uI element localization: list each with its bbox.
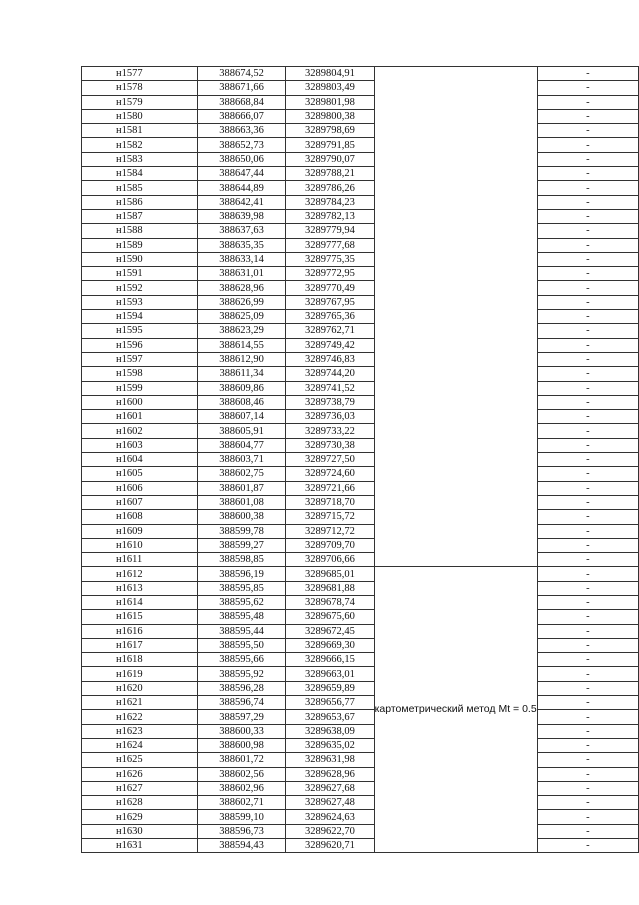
dash-cell: - xyxy=(537,610,638,624)
y-coordinate-cell: 3289622,70 xyxy=(286,824,374,838)
x-coordinate-cell: 388595,62 xyxy=(197,595,285,609)
dash-cell: - xyxy=(537,424,638,438)
y-coordinate-cell: 3289624,63 xyxy=(286,810,374,824)
x-coordinate-cell: 388625,09 xyxy=(197,310,285,324)
y-coordinate-cell: 3289718,70 xyxy=(286,495,374,509)
y-coordinate-cell: 3289656,77 xyxy=(286,696,374,710)
table-row xyxy=(82,610,639,624)
y-coordinate-cell: 3289672,45 xyxy=(286,624,374,638)
point-id-cell: н1618 xyxy=(82,653,198,667)
x-coordinate-cell: 388650,06 xyxy=(197,152,285,166)
table-row xyxy=(82,738,639,752)
point-id-cell: н1592 xyxy=(82,281,198,295)
y-coordinate-cell: 3289784,23 xyxy=(286,195,374,209)
dash-cell: - xyxy=(537,710,638,724)
table-row xyxy=(82,495,639,509)
x-coordinate-cell: 388602,96 xyxy=(197,781,285,795)
dash-cell: - xyxy=(537,252,638,266)
x-coordinate-cell: 388595,50 xyxy=(197,638,285,652)
x-coordinate-cell: 388600,38 xyxy=(197,510,285,524)
x-coordinate-cell: 388612,90 xyxy=(197,352,285,366)
x-coordinate-cell: 388602,75 xyxy=(197,467,285,481)
point-id-cell: н1611 xyxy=(82,553,198,567)
y-coordinate-cell: 3289663,01 xyxy=(286,667,374,681)
y-coordinate-cell: 3289709,70 xyxy=(286,538,374,552)
x-coordinate-cell: 388595,44 xyxy=(197,624,285,638)
x-coordinate-cell: 388594,43 xyxy=(197,839,285,853)
x-coordinate-cell: 388596,74 xyxy=(197,696,285,710)
table-row xyxy=(82,839,639,853)
dash-cell: - xyxy=(537,767,638,781)
dash-cell: - xyxy=(537,281,638,295)
y-coordinate-cell: 3289721,66 xyxy=(286,481,374,495)
y-coordinate-cell: 3289746,83 xyxy=(286,352,374,366)
point-id-cell: н1617 xyxy=(82,638,198,652)
table-row xyxy=(82,524,639,538)
method-cell xyxy=(374,67,537,567)
x-coordinate-cell: 388637,63 xyxy=(197,224,285,238)
y-coordinate-cell: 3289772,95 xyxy=(286,267,374,281)
point-id-cell: н1586 xyxy=(82,195,198,209)
dash-cell: - xyxy=(537,696,638,710)
y-coordinate-cell: 3289653,67 xyxy=(286,710,374,724)
table-row xyxy=(82,824,639,838)
point-id-cell: н1606 xyxy=(82,481,198,495)
point-id-cell: н1589 xyxy=(82,238,198,252)
table-row xyxy=(82,109,639,123)
x-coordinate-cell: 388602,71 xyxy=(197,796,285,810)
x-coordinate-cell: 388623,29 xyxy=(197,324,285,338)
point-id-cell: н1621 xyxy=(82,696,198,710)
x-coordinate-cell: 388642,41 xyxy=(197,195,285,209)
dash-cell: - xyxy=(537,109,638,123)
table-row xyxy=(82,367,639,381)
y-coordinate-cell: 3289681,88 xyxy=(286,581,374,595)
x-coordinate-cell: 388603,71 xyxy=(197,453,285,467)
y-coordinate-cell: 3289635,02 xyxy=(286,738,374,752)
point-id-cell: н1630 xyxy=(82,824,198,838)
table-row xyxy=(82,724,639,738)
dash-cell: - xyxy=(537,681,638,695)
x-coordinate-cell: 388599,27 xyxy=(197,538,285,552)
dash-cell: - xyxy=(537,810,638,824)
dash-cell: - xyxy=(537,495,638,509)
point-id-cell: н1578 xyxy=(82,81,198,95)
dash-cell: - xyxy=(537,124,638,138)
table-row xyxy=(82,681,639,695)
point-id-cell: н1625 xyxy=(82,753,198,767)
point-id-cell: н1602 xyxy=(82,424,198,438)
x-coordinate-cell: 388608,46 xyxy=(197,395,285,409)
y-coordinate-cell: 3289741,52 xyxy=(286,381,374,395)
dash-cell: - xyxy=(537,338,638,352)
point-id-cell: н1580 xyxy=(82,109,198,123)
y-coordinate-cell: 3289762,71 xyxy=(286,324,374,338)
dash-cell: - xyxy=(537,796,638,810)
y-coordinate-cell: 3289798,69 xyxy=(286,124,374,138)
y-coordinate-cell: 3289627,48 xyxy=(286,796,374,810)
dash-cell: - xyxy=(537,381,638,395)
table-row xyxy=(82,467,639,481)
point-id-cell: н1610 xyxy=(82,538,198,552)
point-id-cell: н1605 xyxy=(82,467,198,481)
point-id-cell: н1609 xyxy=(82,524,198,538)
point-id-cell: н1616 xyxy=(82,624,198,638)
y-coordinate-cell: 3289788,21 xyxy=(286,167,374,181)
table-row xyxy=(82,295,639,309)
x-coordinate-cell: 388644,89 xyxy=(197,181,285,195)
table-row xyxy=(82,267,639,281)
y-coordinate-cell: 3289786,26 xyxy=(286,181,374,195)
point-id-cell: н1600 xyxy=(82,395,198,409)
x-coordinate-cell: 388600,33 xyxy=(197,724,285,738)
dash-cell: - xyxy=(537,524,638,538)
y-coordinate-cell: 3289715,72 xyxy=(286,510,374,524)
point-id-cell: н1631 xyxy=(82,839,198,853)
dash-cell: - xyxy=(537,238,638,252)
point-id-cell: н1587 xyxy=(82,209,198,223)
table-row xyxy=(82,781,639,795)
x-coordinate-cell: 388605,91 xyxy=(197,424,285,438)
dash-cell: - xyxy=(537,581,638,595)
x-coordinate-cell: 388596,28 xyxy=(197,681,285,695)
dash-cell: - xyxy=(537,724,638,738)
point-id-cell: н1597 xyxy=(82,352,198,366)
method-cell: картометрический метод Mt = 0.5 xyxy=(374,567,537,853)
table-row xyxy=(82,395,639,409)
y-coordinate-cell: 3289678,74 xyxy=(286,595,374,609)
table-row xyxy=(82,167,639,181)
x-coordinate-cell: 388609,86 xyxy=(197,381,285,395)
y-coordinate-cell: 3289727,50 xyxy=(286,453,374,467)
table-row xyxy=(82,209,639,223)
table-row xyxy=(82,152,639,166)
x-coordinate-cell: 388604,77 xyxy=(197,438,285,452)
point-id-cell: н1608 xyxy=(82,510,198,524)
point-id-cell: н1628 xyxy=(82,796,198,810)
dash-cell: - xyxy=(537,595,638,609)
x-coordinate-cell: 388599,78 xyxy=(197,524,285,538)
table-row xyxy=(82,381,639,395)
dash-cell: - xyxy=(537,352,638,366)
dash-cell: - xyxy=(537,267,638,281)
dash-cell: - xyxy=(537,567,638,581)
dash-cell: - xyxy=(537,553,638,567)
point-id-cell: н1583 xyxy=(82,152,198,166)
point-id-cell: н1620 xyxy=(82,681,198,695)
x-coordinate-cell: 388595,66 xyxy=(197,653,285,667)
point-id-cell: н1614 xyxy=(82,595,198,609)
table-row xyxy=(82,638,639,652)
point-id-cell: н1582 xyxy=(82,138,198,152)
coordinates-table-body xyxy=(82,67,639,853)
table-row xyxy=(82,710,639,724)
table-row xyxy=(82,352,639,366)
point-id-cell: н1585 xyxy=(82,181,198,195)
dash-cell: - xyxy=(537,295,638,309)
dash-cell: - xyxy=(537,538,638,552)
y-coordinate-cell: 3289790,07 xyxy=(286,152,374,166)
x-coordinate-cell: 388647,44 xyxy=(197,167,285,181)
y-coordinate-cell: 3289791,85 xyxy=(286,138,374,152)
y-coordinate-cell: 3289620,71 xyxy=(286,839,374,853)
point-id-cell: н1601 xyxy=(82,410,198,424)
point-id-cell: н1596 xyxy=(82,338,198,352)
point-id-cell: н1595 xyxy=(82,324,198,338)
dash-cell: - xyxy=(537,638,638,652)
table-row xyxy=(82,438,639,452)
point-id-cell: н1598 xyxy=(82,367,198,381)
y-coordinate-cell: 3289803,49 xyxy=(286,81,374,95)
point-id-cell: н1590 xyxy=(82,252,198,266)
x-coordinate-cell: 388631,01 xyxy=(197,267,285,281)
x-coordinate-cell: 388663,36 xyxy=(197,124,285,138)
point-id-cell: н1588 xyxy=(82,224,198,238)
y-coordinate-cell: 3289800,38 xyxy=(286,109,374,123)
table-row xyxy=(82,124,639,138)
y-coordinate-cell: 3289736,03 xyxy=(286,410,374,424)
x-coordinate-cell: 388595,85 xyxy=(197,581,285,595)
dash-cell: - xyxy=(537,395,638,409)
table-row xyxy=(82,696,639,710)
table-row xyxy=(82,553,639,567)
y-coordinate-cell: 3289765,36 xyxy=(286,310,374,324)
table-row xyxy=(82,481,639,495)
dash-cell: - xyxy=(537,67,638,81)
table-row xyxy=(82,653,639,667)
table-row xyxy=(82,595,639,609)
y-coordinate-cell: 3289749,42 xyxy=(286,338,374,352)
table-row xyxy=(82,667,639,681)
y-coordinate-cell: 3289738,79 xyxy=(286,395,374,409)
x-coordinate-cell: 388599,10 xyxy=(197,810,285,824)
x-coordinate-cell: 388611,34 xyxy=(197,367,285,381)
x-coordinate-cell: 388671,66 xyxy=(197,81,285,95)
table-row xyxy=(82,796,639,810)
table-row xyxy=(82,567,639,581)
point-id-cell: н1594 xyxy=(82,310,198,324)
dash-cell: - xyxy=(537,81,638,95)
dash-cell: - xyxy=(537,410,638,424)
x-coordinate-cell: 388601,72 xyxy=(197,753,285,767)
dash-cell: - xyxy=(537,481,638,495)
x-coordinate-cell: 388674,52 xyxy=(197,67,285,81)
point-id-cell: н1615 xyxy=(82,610,198,624)
x-coordinate-cell: 388595,92 xyxy=(197,667,285,681)
x-coordinate-cell: 388668,84 xyxy=(197,95,285,109)
y-coordinate-cell: 3289801,98 xyxy=(286,95,374,109)
point-id-cell: н1613 xyxy=(82,581,198,595)
y-coordinate-cell: 3289675,60 xyxy=(286,610,374,624)
y-coordinate-cell: 3289659,89 xyxy=(286,681,374,695)
y-coordinate-cell: 3289724,60 xyxy=(286,467,374,481)
y-coordinate-cell: 3289744,20 xyxy=(286,367,374,381)
table-row xyxy=(82,453,639,467)
table-row xyxy=(82,195,639,209)
coordinates-table xyxy=(81,66,639,853)
y-coordinate-cell: 3289638,09 xyxy=(286,724,374,738)
dash-cell: - xyxy=(537,510,638,524)
y-coordinate-cell: 3289779,94 xyxy=(286,224,374,238)
point-id-cell: н1626 xyxy=(82,767,198,781)
x-coordinate-cell: 388600,98 xyxy=(197,738,285,752)
table-row xyxy=(82,252,639,266)
table-row xyxy=(82,310,639,324)
table-row xyxy=(82,424,639,438)
dash-cell: - xyxy=(537,152,638,166)
point-id-cell: н1579 xyxy=(82,95,198,109)
x-coordinate-cell: 388595,48 xyxy=(197,610,285,624)
table-row xyxy=(82,338,639,352)
dash-cell: - xyxy=(537,138,638,152)
table-row xyxy=(82,181,639,195)
y-coordinate-cell: 3289775,35 xyxy=(286,252,374,266)
dash-cell: - xyxy=(537,824,638,838)
y-coordinate-cell: 3289767,95 xyxy=(286,295,374,309)
table-row xyxy=(82,95,639,109)
dash-cell: - xyxy=(537,209,638,223)
point-id-cell: н1619 xyxy=(82,667,198,681)
dash-cell: - xyxy=(537,181,638,195)
x-coordinate-cell: 388639,98 xyxy=(197,209,285,223)
x-coordinate-cell: 388628,96 xyxy=(197,281,285,295)
x-coordinate-cell: 388601,87 xyxy=(197,481,285,495)
dash-cell: - xyxy=(537,839,638,853)
point-id-cell: н1612 xyxy=(82,567,198,581)
x-coordinate-cell: 388666,07 xyxy=(197,109,285,123)
point-id-cell: н1599 xyxy=(82,381,198,395)
x-coordinate-cell: 388626,99 xyxy=(197,295,285,309)
point-id-cell: н1604 xyxy=(82,453,198,467)
x-coordinate-cell: 388596,19 xyxy=(197,567,285,581)
dash-cell: - xyxy=(537,467,638,481)
table-row xyxy=(82,538,639,552)
table-row xyxy=(82,224,639,238)
table-row xyxy=(82,410,639,424)
table-row xyxy=(82,581,639,595)
table-row xyxy=(82,810,639,824)
x-coordinate-cell: 388598,85 xyxy=(197,553,285,567)
dash-cell: - xyxy=(537,310,638,324)
y-coordinate-cell: 3289733,22 xyxy=(286,424,374,438)
dash-cell: - xyxy=(537,367,638,381)
dash-cell: - xyxy=(537,324,638,338)
y-coordinate-cell: 3289666,15 xyxy=(286,653,374,667)
table-row xyxy=(82,753,639,767)
dash-cell: - xyxy=(537,195,638,209)
dash-cell: - xyxy=(537,167,638,181)
y-coordinate-cell: 3289631,98 xyxy=(286,753,374,767)
point-id-cell: н1581 xyxy=(82,124,198,138)
point-id-cell: н1629 xyxy=(82,810,198,824)
point-id-cell: н1584 xyxy=(82,167,198,181)
x-coordinate-cell: 388607,14 xyxy=(197,410,285,424)
point-id-cell: н1593 xyxy=(82,295,198,309)
x-coordinate-cell: 388635,35 xyxy=(197,238,285,252)
point-id-cell: н1577 xyxy=(82,67,198,81)
y-coordinate-cell: 3289782,13 xyxy=(286,209,374,223)
table-row xyxy=(82,624,639,638)
x-coordinate-cell: 388652,73 xyxy=(197,138,285,152)
table-row xyxy=(82,67,639,81)
table-row xyxy=(82,510,639,524)
dash-cell: - xyxy=(537,624,638,638)
dash-cell: - xyxy=(537,781,638,795)
table-row xyxy=(82,138,639,152)
x-coordinate-cell: 388596,73 xyxy=(197,824,285,838)
dash-cell: - xyxy=(537,667,638,681)
point-id-cell: н1624 xyxy=(82,738,198,752)
table-row xyxy=(82,324,639,338)
table-row xyxy=(82,281,639,295)
y-coordinate-cell: 3289770,49 xyxy=(286,281,374,295)
y-coordinate-cell: 3289627,68 xyxy=(286,781,374,795)
x-coordinate-cell: 388597,29 xyxy=(197,710,285,724)
y-coordinate-cell: 3289669,30 xyxy=(286,638,374,652)
table-row xyxy=(82,238,639,252)
x-coordinate-cell: 388633,14 xyxy=(197,252,285,266)
point-id-cell: н1607 xyxy=(82,495,198,509)
y-coordinate-cell: 3289777,68 xyxy=(286,238,374,252)
y-coordinate-cell: 3289628,96 xyxy=(286,767,374,781)
dash-cell: - xyxy=(537,224,638,238)
y-coordinate-cell: 3289804,91 xyxy=(286,67,374,81)
table-row xyxy=(82,767,639,781)
y-coordinate-cell: 3289712,72 xyxy=(286,524,374,538)
y-coordinate-cell: 3289685,01 xyxy=(286,567,374,581)
table-row xyxy=(82,81,639,95)
point-id-cell: н1627 xyxy=(82,781,198,795)
point-id-cell: н1622 xyxy=(82,710,198,724)
dash-cell: - xyxy=(537,653,638,667)
x-coordinate-cell: 388602,56 xyxy=(197,767,285,781)
dash-cell: - xyxy=(537,753,638,767)
x-coordinate-cell: 388614,55 xyxy=(197,338,285,352)
dash-cell: - xyxy=(537,95,638,109)
y-coordinate-cell: 3289730,38 xyxy=(286,438,374,452)
dash-cell: - xyxy=(537,453,638,467)
point-id-cell: н1603 xyxy=(82,438,198,452)
y-coordinate-cell: 3289706,66 xyxy=(286,553,374,567)
x-coordinate-cell: 388601,08 xyxy=(197,495,285,509)
point-id-cell: н1623 xyxy=(82,724,198,738)
point-id-cell: н1591 xyxy=(82,267,198,281)
dash-cell: - xyxy=(537,738,638,752)
dash-cell: - xyxy=(537,438,638,452)
